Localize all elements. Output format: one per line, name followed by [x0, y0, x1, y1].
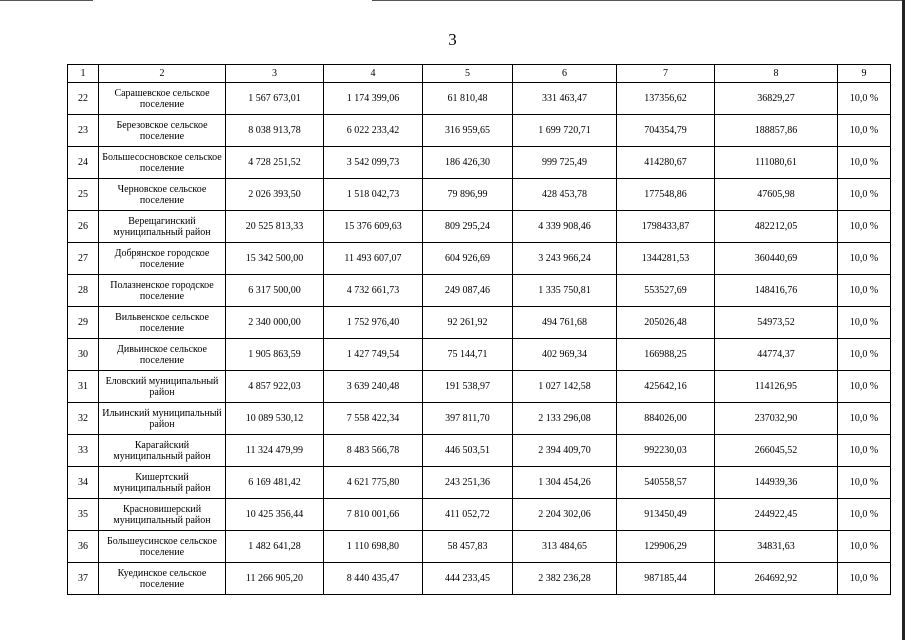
percent-cell: 10,0 % — [838, 339, 891, 371]
value-col8-cell: 188857,86 — [715, 115, 838, 147]
value-col3-cell: 2 026 393,50 — [226, 179, 324, 211]
column-header: 8 — [715, 65, 838, 83]
value-col6-cell: 2 394 409,70 — [513, 435, 617, 467]
value-col6-cell: 428 453,78 — [513, 179, 617, 211]
value-col7-cell: 987185,44 — [617, 563, 715, 595]
percent-cell: 10,0 % — [838, 531, 891, 563]
value-col3-cell: 1 482 641,28 — [226, 531, 324, 563]
column-header: 2 — [99, 65, 226, 83]
value-col8-cell: 264692,92 — [715, 563, 838, 595]
value-col4-cell: 1 110 698,80 — [324, 531, 423, 563]
value-col3-cell: 6 317 500,00 — [226, 275, 324, 307]
row-number-cell: 24 — [68, 147, 99, 179]
municipality-name-cell: Красновишерский муниципальный район — [99, 499, 226, 531]
column-header: 1 — [68, 65, 99, 83]
value-col4-cell: 7 810 001,66 — [324, 499, 423, 531]
table-row — [68, 339, 891, 371]
municipality-name-cell: Черновское сельское поселение — [99, 179, 226, 211]
row-number-cell: 25 — [68, 179, 99, 211]
percent-cell: 10,0 % — [838, 371, 891, 403]
table-row — [68, 371, 891, 403]
value-col3-cell: 11 266 905,20 — [226, 563, 324, 595]
column-header: 6 — [513, 65, 617, 83]
percent-cell: 10,0 % — [838, 211, 891, 243]
scan-edge-line-left — [0, 0, 93, 1]
value-col5-cell: 411 052,72 — [423, 499, 513, 531]
value-col6-cell: 494 761,68 — [513, 307, 617, 339]
value-col3-cell: 2 340 000,00 — [226, 307, 324, 339]
municipality-name-cell: Кишертский муниципальный район — [99, 467, 226, 499]
value-col7-cell: 129906,29 — [617, 531, 715, 563]
value-col4-cell: 1 752 976,40 — [324, 307, 423, 339]
value-col3-cell: 15 342 500,00 — [226, 243, 324, 275]
row-number-cell: 36 — [68, 531, 99, 563]
value-col8-cell: 266045,52 — [715, 435, 838, 467]
value-col8-cell: 47605,98 — [715, 179, 838, 211]
column-header: 7 — [617, 65, 715, 83]
municipality-name-cell: Добрянское городское поселение — [99, 243, 226, 275]
value-col7-cell: 137356,62 — [617, 83, 715, 115]
value-col5-cell: 243 251,36 — [423, 467, 513, 499]
percent-cell: 10,0 % — [838, 499, 891, 531]
value-col6-cell: 3 243 966,24 — [513, 243, 617, 275]
table-row — [68, 563, 891, 595]
data-table — [67, 64, 891, 595]
value-col3-cell: 8 038 913,78 — [226, 115, 324, 147]
municipality-name-cell: Куединское сельское поселение — [99, 563, 226, 595]
value-col7-cell: 704354,79 — [617, 115, 715, 147]
value-col8-cell: 111080,61 — [715, 147, 838, 179]
value-col7-cell: 553527,69 — [617, 275, 715, 307]
municipality-name-cell: Большеусинское сельское поселение — [99, 531, 226, 563]
value-col8-cell: 144939,36 — [715, 467, 838, 499]
table-row — [68, 211, 891, 243]
percent-cell: 10,0 % — [838, 275, 891, 307]
value-col7-cell: 414280,67 — [617, 147, 715, 179]
value-col7-cell: 540558,57 — [617, 467, 715, 499]
value-col6-cell: 313 484,65 — [513, 531, 617, 563]
table-row — [68, 435, 891, 467]
value-col5-cell: 61 810,48 — [423, 83, 513, 115]
value-col4-cell: 1 518 042,73 — [324, 179, 423, 211]
value-col4-cell: 15 376 609,63 — [324, 211, 423, 243]
municipality-name-cell: Верещагинский муниципальный район — [99, 211, 226, 243]
value-col3-cell: 10 089 530,12 — [226, 403, 324, 435]
column-header: 5 — [423, 65, 513, 83]
percent-cell: 10,0 % — [838, 243, 891, 275]
value-col6-cell: 1 699 720,71 — [513, 115, 617, 147]
value-col8-cell: 237032,90 — [715, 403, 838, 435]
value-col7-cell: 1798433,87 — [617, 211, 715, 243]
value-col6-cell: 1 304 454,26 — [513, 467, 617, 499]
value-col8-cell: 360440,69 — [715, 243, 838, 275]
value-col3-cell: 4 857 922,03 — [226, 371, 324, 403]
value-col8-cell: 244922,45 — [715, 499, 838, 531]
value-col4-cell: 8 440 435,47 — [324, 563, 423, 595]
municipality-name-cell: Еловский муниципальный район — [99, 371, 226, 403]
value-col8-cell: 482212,05 — [715, 211, 838, 243]
table-row — [68, 307, 891, 339]
scan-edge-line-right — [372, 0, 905, 1]
value-col3-cell: 4 728 251,52 — [226, 147, 324, 179]
percent-cell: 10,0 % — [838, 307, 891, 339]
value-col3-cell: 20 525 813,33 — [226, 211, 324, 243]
value-col5-cell: 186 426,30 — [423, 147, 513, 179]
column-header: 4 — [324, 65, 423, 83]
value-col6-cell: 4 339 908,46 — [513, 211, 617, 243]
municipality-name-cell: Большесосновское сельское поселение — [99, 147, 226, 179]
municipality-name-cell: Сарашевское сельское поселение — [99, 83, 226, 115]
percent-cell: 10,0 % — [838, 115, 891, 147]
table-row — [68, 83, 891, 115]
row-number-cell: 30 — [68, 339, 99, 371]
value-col6-cell: 2 133 296,08 — [513, 403, 617, 435]
value-col6-cell: 1 335 750,81 — [513, 275, 617, 307]
value-col5-cell: 397 811,70 — [423, 403, 513, 435]
municipality-name-cell: Карагайский муниципальный район — [99, 435, 226, 467]
value-col6-cell: 402 969,34 — [513, 339, 617, 371]
value-col6-cell: 2 204 302,06 — [513, 499, 617, 531]
value-col5-cell: 92 261,92 — [423, 307, 513, 339]
value-col7-cell: 425642,16 — [617, 371, 715, 403]
value-col5-cell: 316 959,65 — [423, 115, 513, 147]
percent-cell: 10,0 % — [838, 403, 891, 435]
row-number-cell: 33 — [68, 435, 99, 467]
value-col3-cell: 11 324 479,99 — [226, 435, 324, 467]
value-col8-cell: 114126,95 — [715, 371, 838, 403]
table-header-row — [68, 65, 891, 83]
percent-cell: 10,0 % — [838, 435, 891, 467]
value-col3-cell: 1 567 673,01 — [226, 83, 324, 115]
page-number: 3 — [448, 30, 457, 49]
value-col5-cell: 446 503,51 — [423, 435, 513, 467]
value-col6-cell: 2 382 236,28 — [513, 563, 617, 595]
percent-cell: 10,0 % — [838, 179, 891, 211]
row-number-cell: 23 — [68, 115, 99, 147]
value-col3-cell: 6 169 481,42 — [226, 467, 324, 499]
value-col3-cell: 1 905 863,59 — [226, 339, 324, 371]
table-row — [68, 243, 891, 275]
value-col7-cell: 177548,86 — [617, 179, 715, 211]
table-row — [68, 531, 891, 563]
column-header: 9 — [838, 65, 891, 83]
table-row — [68, 115, 891, 147]
value-col6-cell: 331 463,47 — [513, 83, 617, 115]
percent-cell: 10,0 % — [838, 147, 891, 179]
percent-cell: 10,0 % — [838, 83, 891, 115]
value-col5-cell: 809 295,24 — [423, 211, 513, 243]
value-col5-cell: 191 538,97 — [423, 371, 513, 403]
municipality-name-cell: Березовское сельское поселение — [99, 115, 226, 147]
value-col5-cell: 249 087,46 — [423, 275, 513, 307]
row-number-cell: 28 — [68, 275, 99, 307]
value-col4-cell: 4 621 775,80 — [324, 467, 423, 499]
municipality-name-cell: Дивьинское сельское поселение — [99, 339, 226, 371]
value-col6-cell: 999 725,49 — [513, 147, 617, 179]
value-col8-cell: 44774,37 — [715, 339, 838, 371]
value-col8-cell: 36829,27 — [715, 83, 838, 115]
column-header: 3 — [226, 65, 324, 83]
municipality-name-cell: Полазненское городское поселение — [99, 275, 226, 307]
table-row — [68, 499, 891, 531]
value-col4-cell: 7 558 422,34 — [324, 403, 423, 435]
value-col3-cell: 10 425 356,44 — [226, 499, 324, 531]
value-col5-cell: 444 233,45 — [423, 563, 513, 595]
value-col5-cell: 75 144,71 — [423, 339, 513, 371]
value-col8-cell: 34831,63 — [715, 531, 838, 563]
value-col4-cell: 8 483 566,78 — [324, 435, 423, 467]
table-body — [68, 83, 891, 595]
value-col8-cell: 54973,52 — [715, 307, 838, 339]
row-number-cell: 22 — [68, 83, 99, 115]
value-col5-cell: 58 457,83 — [423, 531, 513, 563]
row-number-cell: 29 — [68, 307, 99, 339]
row-number-cell: 26 — [68, 211, 99, 243]
value-col7-cell: 1344281,53 — [617, 243, 715, 275]
value-col4-cell: 3 639 240,48 — [324, 371, 423, 403]
municipality-name-cell: Ильинский муниципальный район — [99, 403, 226, 435]
row-number-cell: 35 — [68, 499, 99, 531]
row-number-cell: 27 — [68, 243, 99, 275]
value-col7-cell: 884026,00 — [617, 403, 715, 435]
value-col5-cell: 79 896,99 — [423, 179, 513, 211]
table-row — [68, 275, 891, 307]
value-col4-cell: 1 427 749,54 — [324, 339, 423, 371]
value-col7-cell: 992230,03 — [617, 435, 715, 467]
table-row — [68, 467, 891, 499]
value-col4-cell: 1 174 399,06 — [324, 83, 423, 115]
table-row — [68, 403, 891, 435]
value-col8-cell: 148416,76 — [715, 275, 838, 307]
value-col7-cell: 913450,49 — [617, 499, 715, 531]
percent-cell: 10,0 % — [838, 563, 891, 595]
value-col7-cell: 205026,48 — [617, 307, 715, 339]
municipality-name-cell: Вильвенское сельское поселение — [99, 307, 226, 339]
row-number-cell: 31 — [68, 371, 99, 403]
table-row — [68, 147, 891, 179]
value-col6-cell: 1 027 142,58 — [513, 371, 617, 403]
value-col4-cell: 4 732 661,73 — [324, 275, 423, 307]
row-number-cell: 32 — [68, 403, 99, 435]
value-col4-cell: 6 022 233,42 — [324, 115, 423, 147]
percent-cell: 10,0 % — [838, 467, 891, 499]
value-col5-cell: 604 926,69 — [423, 243, 513, 275]
value-col4-cell: 11 493 607,07 — [324, 243, 423, 275]
value-col7-cell: 166988,25 — [617, 339, 715, 371]
row-number-cell: 34 — [68, 467, 99, 499]
value-col4-cell: 3 542 099,73 — [324, 147, 423, 179]
table-row — [68, 179, 891, 211]
row-number-cell: 37 — [68, 563, 99, 595]
